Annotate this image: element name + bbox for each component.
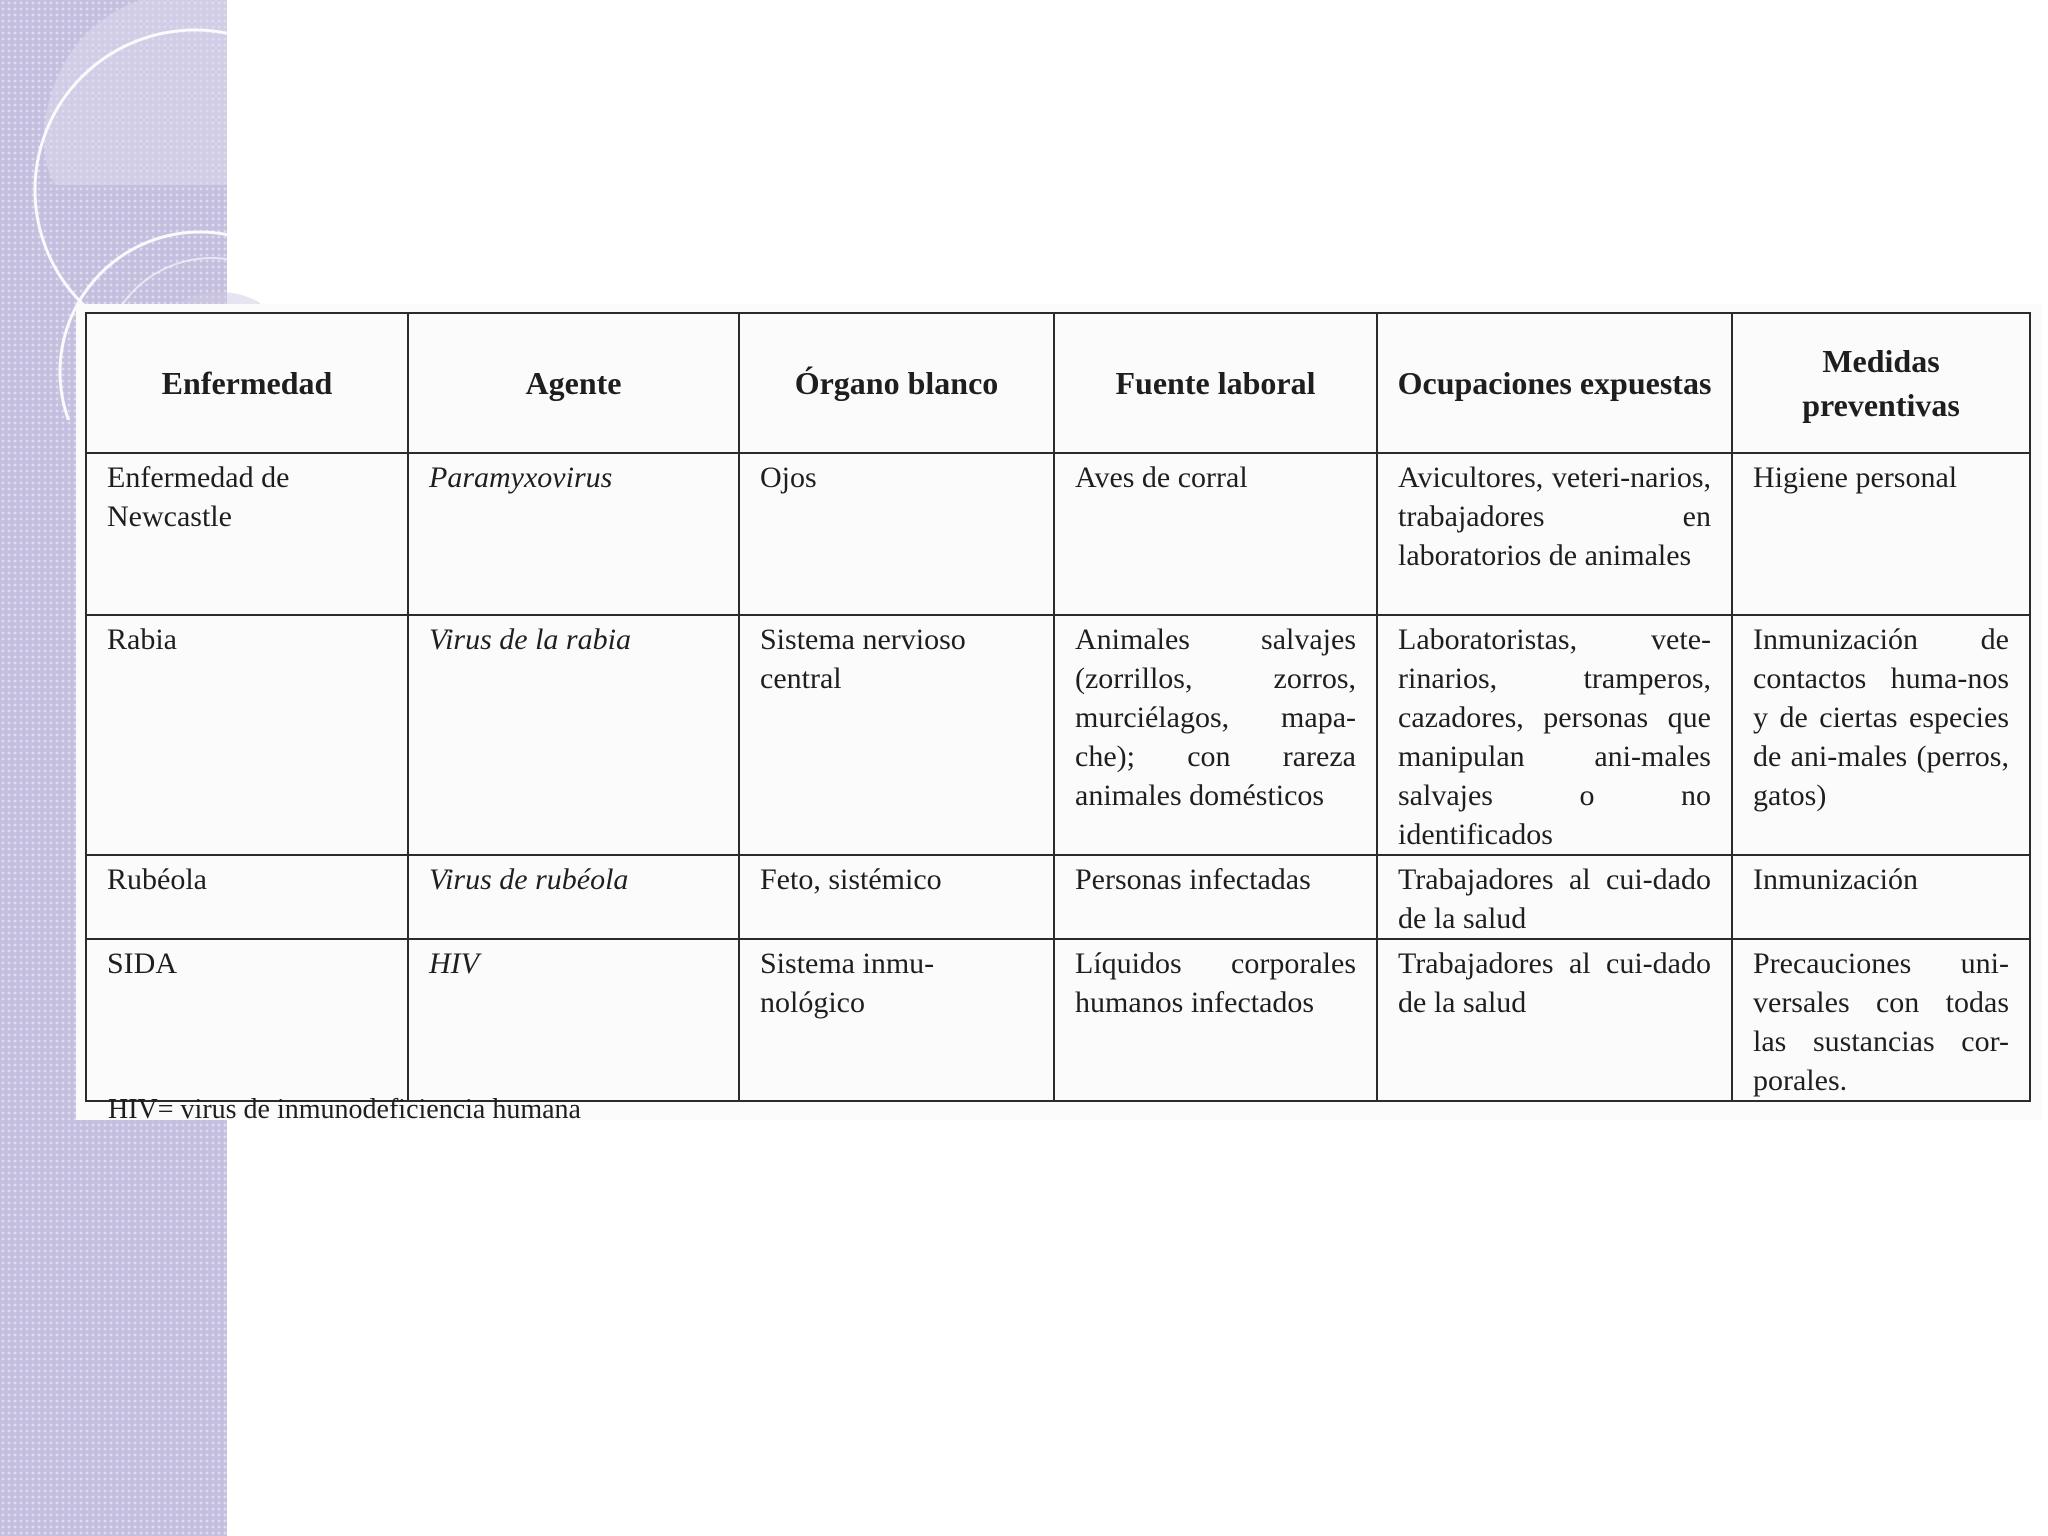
- header-fuente-laboral: Fuente laboral: [1054, 313, 1377, 453]
- cell-ocupaciones: Laboratoristas, vete-rinarios, tramperos, cazadores, personas que manipulan ani-males salvajes o no identificados: [1377, 615, 1732, 855]
- cell-medidas: Higiene personal: [1732, 453, 2030, 615]
- cell-fuente: Aves de corral: [1054, 453, 1377, 615]
- cell-medidas: Inmunización de contactos huma-nos y de ciertas especies de ani-males (perros, gatos): [1732, 615, 2030, 855]
- cell-agente: Paramyxovirus: [408, 453, 739, 615]
- header-enfermedad: Enfermedad: [86, 313, 408, 453]
- cell-fuente: Animales salvajes (zorrillos, zorros, murciélagos, mapa-che); con rareza animales domésticos: [1054, 615, 1377, 855]
- cell-ocupaciones: Avicultores, veteri-narios, trabajadores en laboratorios de animales: [1377, 453, 1732, 615]
- cell-medidas: Inmunización: [1732, 855, 2030, 939]
- table-row: [86, 855, 2030, 939]
- cell-organo: Sistema inmu-nológico: [739, 939, 1054, 1101]
- table-footnote: HIV= virus de inmunodeficiencia humana: [108, 1094, 581, 1120]
- table-row: [86, 615, 2030, 855]
- table-header-row: [86, 313, 2030, 453]
- table-row: [86, 453, 2030, 615]
- cell-organo: Feto, sistémico: [739, 855, 1054, 939]
- cell-ocupaciones: Trabajadores al cui-dado de la salud: [1377, 939, 1732, 1101]
- cell-ocupaciones: Trabajadores al cui-dado de la salud: [1377, 855, 1732, 939]
- table-image: [76, 304, 2042, 1120]
- header-medidas-preventivas: Medidas preventivas: [1732, 313, 2030, 453]
- cell-agente: HIV: [408, 939, 739, 1101]
- header-organo-blanco: Órgano blanco: [739, 313, 1054, 453]
- occupational-disease-table: [85, 312, 2031, 1102]
- table-row: [86, 939, 2030, 1101]
- header-ocupaciones-expuestas: Ocupaciones expuestas: [1377, 313, 1732, 453]
- cell-organo: Sistema nervioso central: [739, 615, 1054, 855]
- header-agente: Agente: [408, 313, 739, 453]
- cell-fuente: Líquidos corporales humanos infectados: [1054, 939, 1377, 1101]
- cell-enfermedad: Rabia: [86, 615, 408, 855]
- cell-fuente: Personas infectadas: [1054, 855, 1377, 939]
- cell-agente: Virus de la rabia: [408, 615, 739, 855]
- cell-medidas: Precauciones uni-versales con todas las sustancias cor-porales.: [1732, 939, 2030, 1101]
- cell-enfermedad: Enfermedad de Newcastle: [86, 453, 408, 615]
- cell-organo: Ojos: [739, 453, 1054, 615]
- cell-enfermedad: SIDA: [86, 939, 408, 1101]
- cell-enfermedad: Rubéola: [86, 855, 408, 939]
- cell-agente: Virus de rubéola: [408, 855, 739, 939]
